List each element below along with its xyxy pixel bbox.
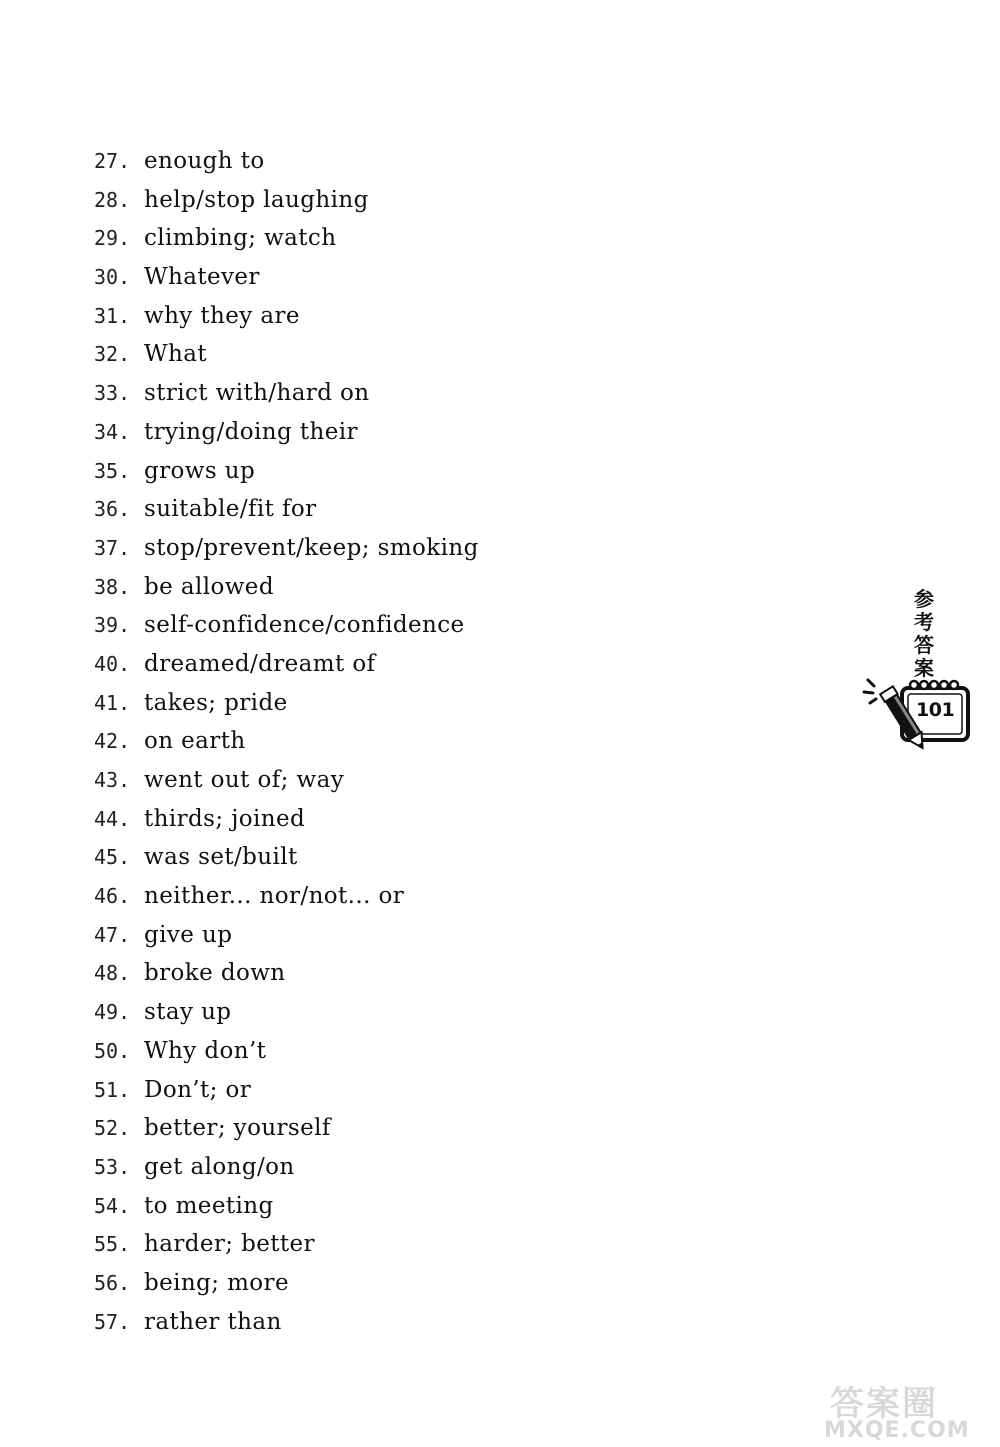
answer-number: 53.	[94, 1154, 131, 1179]
answer-text: What	[144, 341, 208, 368]
answer-number: 33.	[94, 381, 131, 406]
answer-number: 41.	[94, 690, 131, 715]
answer-number: 52.	[94, 1116, 131, 1141]
answer-text: climbing; watch	[144, 225, 337, 252]
section-tab	[862, 588, 982, 768]
answer-item	[94, 1225, 479, 1264]
answer-item	[94, 1264, 479, 1303]
section-title-char: 答	[914, 633, 934, 657]
watermark-logo-text: 答案圈	[830, 1384, 938, 1424]
answer-item	[94, 800, 479, 839]
answer-item	[94, 297, 479, 336]
answer-number: 34.	[94, 419, 131, 444]
answer-text: help/stop laughing	[144, 186, 369, 213]
answer-item	[94, 722, 479, 761]
answer-text: be allowed	[144, 573, 274, 600]
pencil-notepad-icon	[862, 676, 982, 766]
answer-text: stay up	[144, 999, 232, 1026]
answer-text: on earth	[144, 728, 246, 755]
answer-number: 38.	[94, 574, 131, 599]
answer-text: trying/doing their	[144, 418, 358, 445]
answer-number: 45.	[94, 845, 131, 870]
answer-item	[94, 761, 479, 800]
answer-item	[94, 877, 479, 916]
answer-item	[94, 452, 479, 491]
answer-number: 49.	[94, 1000, 131, 1025]
answer-text: enough to	[144, 148, 265, 174]
answer-number: 47.	[94, 922, 131, 947]
answer-item	[94, 490, 479, 529]
answer-number: 56.	[94, 1270, 131, 1295]
answer-text: get along/on	[144, 1153, 295, 1180]
answer-text: takes; pride	[144, 689, 288, 716]
answer-item	[94, 954, 479, 993]
answer-text: neither... nor/not... or	[144, 883, 405, 910]
answer-text: went out of; way	[144, 767, 345, 793]
answer-number: 51.	[94, 1077, 131, 1102]
answer-text: broke down	[144, 960, 286, 987]
answer-number: 43.	[94, 768, 131, 792]
answer-number: 29.	[94, 226, 131, 251]
section-title	[910, 588, 938, 680]
section-title-char: 案	[914, 656, 934, 680]
answer-item	[94, 1071, 479, 1110]
answer-text: Why don’t	[144, 1037, 267, 1064]
answer-text: thirds; joined	[144, 805, 306, 832]
answer-number: 32.	[94, 342, 131, 367]
answer-number: 37.	[94, 535, 131, 560]
answer-item	[94, 606, 479, 645]
answer-item	[94, 684, 479, 723]
answer-text: rather than	[144, 1308, 282, 1335]
answer-item	[94, 374, 479, 413]
answer-text: grows up	[144, 457, 256, 484]
answer-number: 50.	[94, 1038, 131, 1063]
answer-text: suitable/fit for	[144, 496, 317, 523]
answer-number: 35.	[94, 458, 131, 483]
answer-item	[94, 258, 479, 297]
answer-item	[94, 568, 479, 607]
answer-text: Whatever	[144, 264, 260, 291]
answer-number: 27.	[94, 149, 131, 173]
section-title-char: 参	[914, 587, 934, 611]
answer-text: harder; better	[144, 1231, 315, 1258]
answer-text: being; more	[144, 1269, 289, 1296]
answer-text: Don’t; or	[144, 1076, 252, 1103]
page-number: 101	[916, 699, 955, 721]
answer-number: 48.	[94, 961, 131, 986]
answer-number: 31.	[94, 303, 131, 328]
answer-number: 28.	[94, 187, 131, 212]
answer-text: self-confidence/confidence	[144, 612, 465, 639]
answer-item	[94, 1109, 479, 1148]
answer-item	[94, 1187, 479, 1226]
answer-number: 54.	[94, 1193, 131, 1218]
answer-text: give up	[144, 921, 233, 948]
answer-text: dreamed/dreamt of	[144, 650, 376, 677]
answer-text: better; yourself	[144, 1115, 331, 1142]
answer-number: 42.	[94, 729, 131, 754]
watermark	[820, 1376, 1000, 1447]
answer-item	[94, 1303, 479, 1342]
answer-item	[94, 645, 479, 684]
answer-item	[94, 181, 479, 220]
answer-number: 44.	[94, 806, 131, 831]
answer-item	[94, 142, 479, 181]
section-title-char: 考	[914, 610, 934, 634]
answer-number: 36.	[94, 497, 131, 522]
answer-item	[94, 838, 479, 877]
answer-text: stop/prevent/keep; smoking	[144, 534, 479, 561]
watermark-url: MXQE.COM	[824, 1418, 970, 1443]
answer-text: strict with/hard on	[144, 380, 370, 407]
answer-list	[94, 142, 479, 1341]
answer-item	[94, 993, 479, 1032]
answer-number: 57.	[94, 1309, 131, 1334]
answer-item	[94, 1148, 479, 1187]
answer-text: why they are	[144, 302, 300, 329]
answer-item	[94, 916, 479, 955]
answer-number: 55.	[94, 1232, 131, 1257]
answer-item	[94, 1032, 479, 1071]
answer-number: 30.	[94, 265, 131, 290]
answer-text: was set/built	[144, 844, 298, 871]
answer-item	[94, 529, 479, 568]
answer-item	[94, 219, 479, 258]
answer-item	[94, 335, 479, 374]
answer-number: 39.	[94, 613, 131, 638]
answer-number: 40.	[94, 651, 131, 676]
page-number-badge	[862, 676, 982, 766]
answer-item	[94, 413, 479, 452]
answer-text: to meeting	[144, 1192, 274, 1219]
answer-number: 46.	[94, 884, 131, 909]
